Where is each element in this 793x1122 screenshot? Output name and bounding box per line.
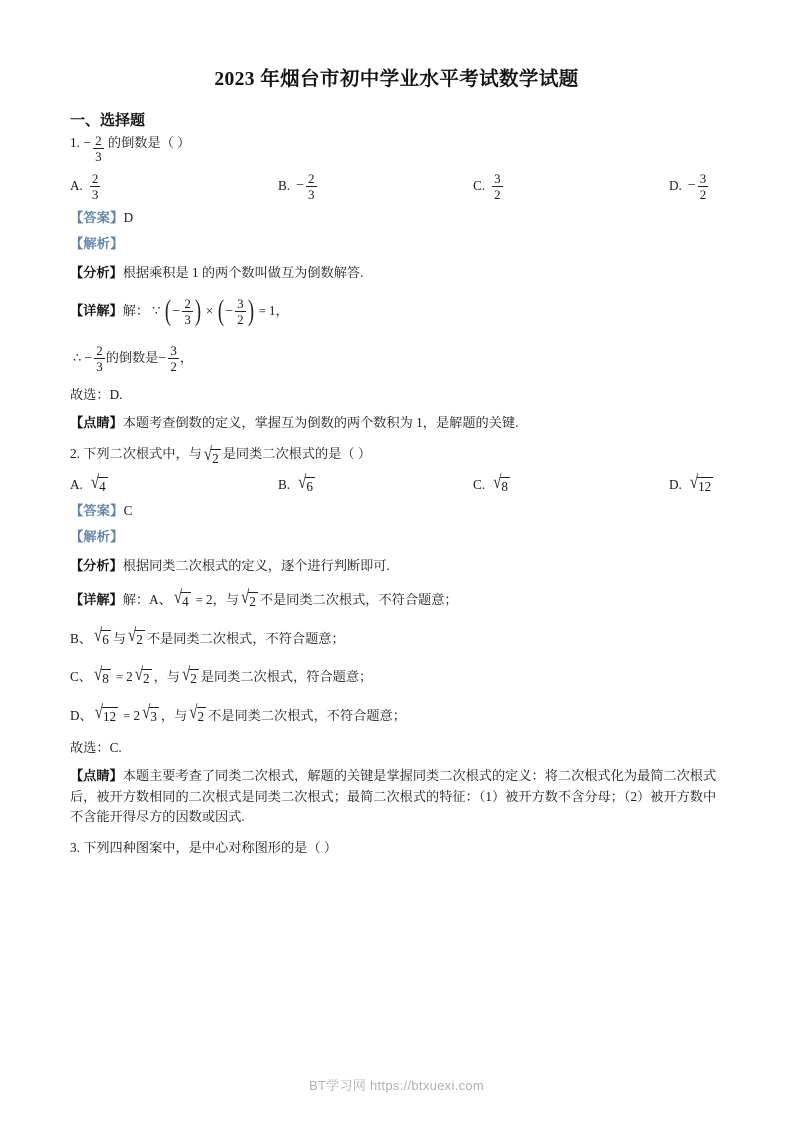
mid-text: ，与 bbox=[160, 707, 188, 723]
question-1-analysis-tag bbox=[68, 231, 725, 257]
option-letter: B bbox=[70, 630, 79, 646]
radical-sign: √ bbox=[128, 626, 137, 647]
equals-symbol: = bbox=[115, 669, 124, 685]
question-2-number: 2. bbox=[70, 445, 80, 461]
question-2-detail-line-c bbox=[68, 658, 725, 696]
approach-tag: 【分析】 bbox=[70, 264, 123, 280]
choose-label: 故选： bbox=[70, 740, 110, 756]
equals-value: 2 bbox=[206, 592, 213, 608]
option-letter: C bbox=[70, 669, 79, 685]
paren-right: ) bbox=[247, 294, 254, 328]
fraction-two-thirds: $\frac{2}{3}$ bbox=[184, 296, 191, 328]
question-2-stem bbox=[68, 439, 725, 471]
comma: ， bbox=[275, 303, 289, 319]
dunhao: 、 bbox=[158, 592, 172, 608]
question-2-detail-line-a bbox=[68, 581, 725, 619]
equals-symbol: = bbox=[195, 592, 204, 608]
minus-sign: − bbox=[84, 350, 93, 366]
option-a[interactable] bbox=[70, 172, 278, 201]
dunhao: 、 bbox=[78, 630, 92, 646]
radical-sqrt-twelve: √ 12 bbox=[94, 703, 117, 725]
answer-tag: 【答案】 bbox=[70, 502, 124, 518]
mid-text: 与 bbox=[112, 630, 126, 646]
fraction-two-thirds: $\frac{2}{3}$ bbox=[96, 343, 103, 375]
option-a[interactable] bbox=[70, 472, 278, 494]
question-1-stem-tail: 的倒数是（ ） bbox=[107, 135, 191, 150]
option-b-label: B. bbox=[278, 477, 291, 493]
insight-tag: 【点睛】 bbox=[70, 768, 123, 784]
question-2-insight bbox=[68, 761, 725, 832]
fraction-three-halves: $\frac{3}{2}$ bbox=[237, 296, 244, 328]
option-b[interactable] bbox=[278, 172, 473, 201]
question-2-options bbox=[68, 471, 725, 498]
radical-sign: √ bbox=[94, 703, 103, 724]
question-1-choose bbox=[68, 382, 725, 408]
question-1-number: 1. bbox=[70, 135, 80, 150]
coefficient: 2 bbox=[126, 669, 133, 685]
question-3-stem-text: 下列四种图案中，是中心对称图形的是（ ） bbox=[83, 839, 338, 855]
question-3-stem bbox=[68, 833, 725, 863]
radical-sign: √ bbox=[240, 587, 250, 608]
minus-sign: − bbox=[172, 303, 181, 319]
detail-tag: 【详解】 bbox=[70, 303, 123, 319]
question-1-detail bbox=[68, 288, 725, 335]
section-heading: 一、选择题 bbox=[70, 113, 146, 129]
question-1-choose-value: D. bbox=[109, 387, 123, 403]
option-d[interactable] bbox=[669, 172, 709, 201]
page-title: 2023 年烟台市初中学业水平考试数学试题 bbox=[214, 69, 579, 90]
tail-text: 是同类二次根式，符合题意； bbox=[200, 669, 373, 685]
minus-sign: − bbox=[687, 178, 696, 194]
radical-sqrt-three: √ 3 bbox=[142, 703, 157, 725]
question-3-number: 3. bbox=[70, 839, 80, 855]
solve-word: 解： bbox=[122, 303, 150, 319]
question-2-choose bbox=[68, 735, 725, 761]
question-2-stem-tail: 是同类二次根式的是（ ） bbox=[222, 445, 372, 461]
choose-label: 故选： bbox=[70, 387, 110, 403]
option-a-fraction: $\frac{2}{3}$ bbox=[91, 170, 99, 202]
radical-sign: √ bbox=[173, 587, 183, 608]
radical-sqrt-four: √ 4 bbox=[173, 587, 189, 609]
radical-sign: √ bbox=[90, 472, 100, 493]
radical-sqrt-eight: √ 8 bbox=[93, 664, 109, 686]
mid-text: ，与 bbox=[212, 592, 239, 608]
option-c-fraction: $\frac{3}{2}$ bbox=[494, 170, 501, 202]
answer-tag: 【答案】 bbox=[70, 209, 124, 225]
question-1-insight-text: 本题考查倒数的定义，掌握互为倒数的两个数积为 1，是解题的关键. bbox=[122, 415, 519, 431]
minus-sign: − bbox=[225, 303, 234, 319]
radical-sqrt-two: √ 2 bbox=[203, 444, 219, 466]
radical-sign: √ bbox=[93, 664, 103, 685]
equals-symbol: = bbox=[258, 303, 266, 319]
therefore-symbol: ∴ bbox=[73, 350, 82, 366]
option-b-fraction: $\frac{2}{3}$ bbox=[308, 170, 315, 202]
option-b-label: B. bbox=[278, 178, 291, 194]
footer-watermark: BT学习网 https://btxuexi.com bbox=[308, 1078, 485, 1093]
option-d[interactable] bbox=[669, 472, 715, 494]
radical-option-c: √ 8 bbox=[493, 472, 508, 494]
option-c-label: C. bbox=[473, 178, 486, 194]
radical-sign: √ bbox=[93, 626, 103, 647]
question-2-analysis-tag bbox=[68, 524, 725, 550]
mid-text: ，与 bbox=[153, 669, 180, 685]
fraction-three-halves: $\frac{3}{2}$ bbox=[170, 343, 177, 375]
option-a-label: A. bbox=[70, 178, 83, 194]
question-1-approach bbox=[68, 258, 725, 288]
option-d-fraction: $\frac{3}{2}$ bbox=[699, 170, 707, 202]
question-2-approach-text: 根据同类二次根式的定义，逐个进行判断即可. bbox=[122, 557, 390, 573]
radical-option-d: √ 12 bbox=[689, 472, 712, 494]
solve-word: 解： bbox=[122, 592, 150, 608]
option-b[interactable] bbox=[278, 472, 473, 494]
radical-sqrt-six: √ 6 bbox=[93, 626, 109, 648]
option-d-label: D. bbox=[669, 178, 682, 194]
paren-right: ) bbox=[194, 294, 201, 328]
question-2-approach bbox=[68, 551, 725, 581]
tail-text: 不是同类二次根式，不符合题意； bbox=[146, 630, 345, 646]
equals-symbol: = bbox=[123, 707, 131, 723]
radical-sign: √ bbox=[189, 703, 198, 724]
radical-sqrt-two: √ 2 bbox=[128, 626, 143, 648]
question-2-detail-line-d bbox=[68, 697, 725, 735]
approach-tag: 【分析】 bbox=[70, 557, 123, 573]
option-c[interactable] bbox=[473, 172, 669, 201]
question-2-answer-value: C bbox=[123, 502, 133, 518]
radical-sqrt-two: √ 2 bbox=[240, 587, 256, 609]
detail-tag: 【详解】 bbox=[70, 592, 123, 608]
conclusion-mid-text: 的倒数是 bbox=[105, 350, 159, 366]
option-c[interactable] bbox=[473, 472, 669, 494]
option-letter: D bbox=[70, 707, 80, 723]
option-a-label: A. bbox=[70, 477, 83, 493]
question-2-insight-text: 本题主要考查了同类二次根式，解题的关键是掌握同类二次根式的定义：将二次根式化为最简二次根式后，被开方数相同的二次根式是同类二次根式；最简二次根式的特征：（1）被开方数不含分母；（2）被开方数中不含能开得尽方的因数或因式. bbox=[70, 768, 717, 825]
radical-sign: √ bbox=[298, 472, 307, 493]
fraction-two-thirds: $\frac{2}{3}$ bbox=[95, 132, 102, 164]
insight-tag: 【点睛】 bbox=[70, 415, 123, 431]
question-2-stem-head: 下列二次根式中，与 bbox=[83, 445, 202, 461]
minus-sign: − bbox=[83, 136, 92, 151]
multiply-symbol: × bbox=[205, 303, 214, 319]
radical-sign: √ bbox=[181, 664, 191, 685]
question-1-options bbox=[68, 166, 725, 205]
radical-sign: √ bbox=[493, 472, 502, 493]
radical-option-a: √ 4 bbox=[90, 472, 106, 494]
analysis-tag: 【解析】 bbox=[70, 529, 124, 545]
because-symbol: ∵ bbox=[152, 303, 161, 319]
question-2-choose-value: C. bbox=[109, 740, 122, 756]
comma: ， bbox=[179, 350, 194, 366]
radical-sign: √ bbox=[142, 703, 151, 724]
radical-sqrt-two: √ 2 bbox=[181, 664, 197, 686]
radical-option-b: √ 6 bbox=[298, 472, 313, 494]
option-d-label: D. bbox=[669, 477, 682, 493]
question-2-detail-line-b bbox=[68, 620, 725, 658]
paren-left: ( bbox=[165, 294, 172, 328]
radical-sqrt-two: √ 2 bbox=[134, 664, 150, 686]
radical-sqrt-two: √ 2 bbox=[189, 703, 205, 725]
option-letter: A bbox=[149, 592, 159, 608]
dunhao: 、 bbox=[79, 707, 93, 723]
question-2-answer bbox=[68, 498, 725, 524]
grouped-fraction-two bbox=[216, 294, 255, 328]
tail-text: 不是同类二次根式，不符合题意； bbox=[208, 707, 406, 723]
option-c-label: C. bbox=[473, 477, 486, 493]
question-1-answer-value: D bbox=[123, 209, 134, 225]
analysis-tag: 【解析】 bbox=[70, 236, 124, 252]
radical-sign: √ bbox=[203, 444, 213, 465]
grouped-fraction-one bbox=[163, 294, 202, 328]
question-1-conclusion bbox=[68, 335, 725, 382]
question-1-answer bbox=[68, 205, 725, 231]
dunhao: 、 bbox=[78, 669, 92, 685]
radical-sign: √ bbox=[689, 472, 699, 493]
paren-left: ( bbox=[218, 294, 225, 328]
question-1-stem bbox=[68, 130, 725, 166]
minus-sign: − bbox=[158, 350, 167, 366]
coefficient: 2 bbox=[133, 707, 141, 723]
question-1-approach-text: 根据乘积是 1 的两个数叫做互为倒数解答. bbox=[122, 264, 364, 280]
question-1-insight bbox=[68, 408, 725, 438]
detail-result: 1 bbox=[268, 303, 276, 319]
radical-sign: √ bbox=[134, 664, 143, 685]
minus-sign: − bbox=[296, 178, 304, 194]
tail-text: 不是同类二次根式，不符合题意； bbox=[259, 592, 458, 608]
